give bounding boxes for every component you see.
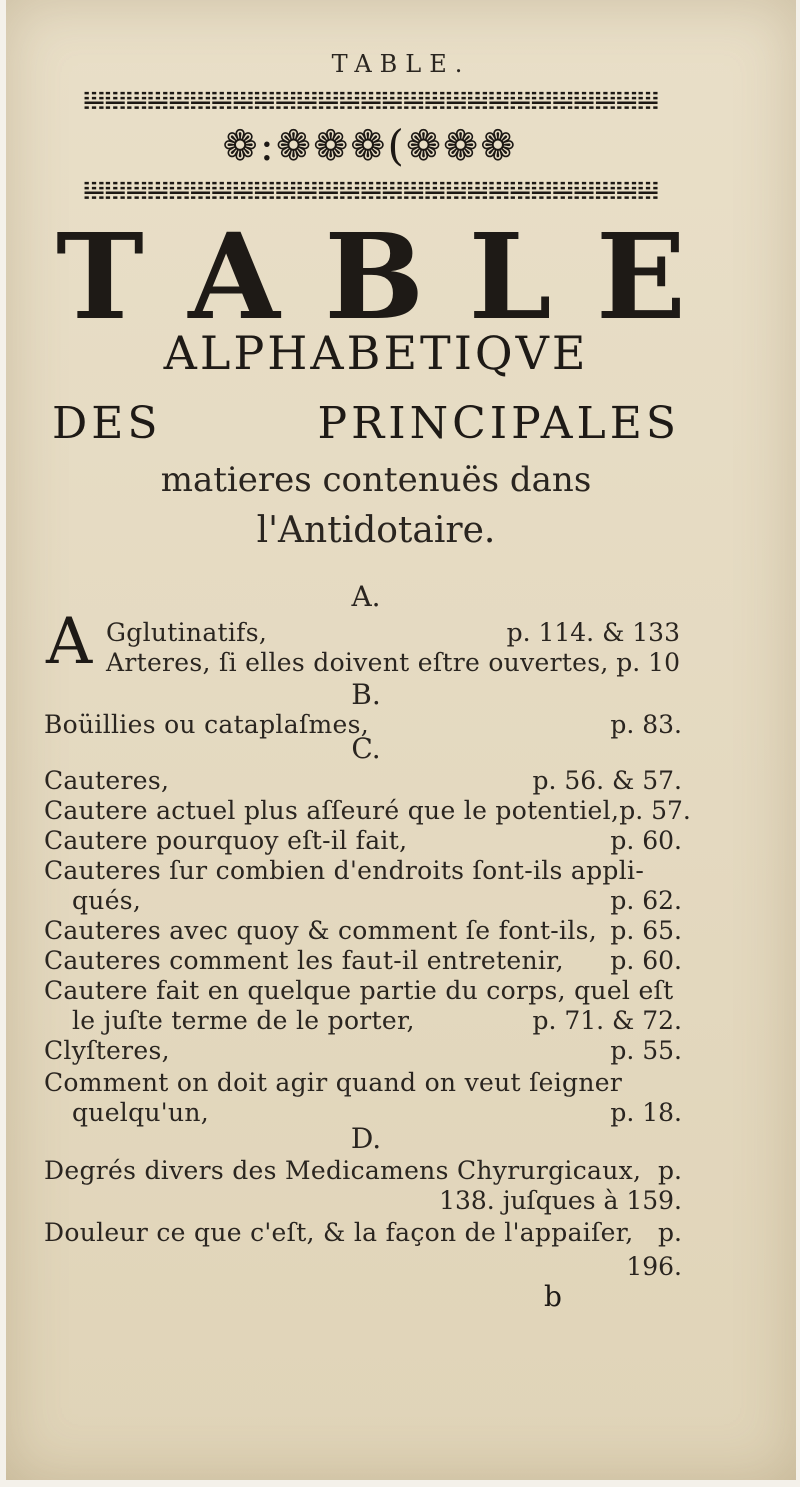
entry-page: p. 60. <box>610 946 682 975</box>
title-letter-e: E <box>596 207 686 346</box>
entry-page: p. 10 <box>616 648 680 677</box>
index-entry <box>44 1218 682 1247</box>
index-entry <box>44 976 682 1005</box>
section-d-heading: D. <box>350 1122 382 1155</box>
entry-page: p. 57. <box>619 796 691 825</box>
entry-text: le juſte terme de le porter, <box>72 1006 415 1035</box>
index-entry <box>106 618 680 647</box>
book-page <box>6 0 796 1480</box>
title-table <box>56 207 686 346</box>
entry-text: Cautere actuel plus aſſeuré que le potentiel, <box>44 796 620 825</box>
entry-text: Cauteres ſur combien d'endroits ſont-ils appli- <box>44 856 645 885</box>
entry-page: p. 65. <box>610 916 682 945</box>
index-entry <box>44 1068 682 1097</box>
entry-text: quelqu'un, <box>72 1098 210 1127</box>
section-c-heading: C. <box>351 732 381 765</box>
entry-text: Comment on doit agir quand on veut ſeigner <box>44 1068 623 1097</box>
index-entry <box>44 1252 682 1281</box>
entry-page: p. 114. & 133 <box>506 618 680 647</box>
title-matieres: matieres contenuës dans <box>160 460 592 500</box>
index-entry <box>44 796 691 825</box>
entry-page: 196. <box>626 1252 682 1281</box>
index-entry <box>106 648 680 677</box>
index-entry <box>44 766 682 795</box>
entry-text: Clyſteres, <box>44 1036 170 1065</box>
entry-text: Cauteres, <box>44 766 170 795</box>
entry-text: Cauteres avec quoy & comment ſe font-ils, <box>44 916 598 945</box>
running-head: TABLE. <box>331 50 471 78</box>
title-letter-l: L <box>468 207 552 346</box>
index-entry <box>44 826 682 855</box>
ornament-band-middle: ❁:❁❁❁(❁❁❁ <box>222 121 518 170</box>
entry-page: p. 55. <box>610 1036 682 1065</box>
ornament-band-bottom: 𝍐𝍐𝍐𝍐𝍐𝍐𝍐𝍐𝍐𝍐𝍐𝍐𝍐𝍐𝍐𝍐𝍐𝍐𝍐𝍐𝍐𝍐𝍐𝍐𝍐𝍐𝍐 <box>82 176 658 206</box>
entry-page: p. 18. <box>610 1098 682 1127</box>
entry-text: Boüillies ou cataplaſmes, <box>44 710 369 739</box>
index-entry <box>72 886 682 915</box>
title-letter-t: T <box>56 207 144 346</box>
title-letter-b: B <box>324 207 425 346</box>
index-entry <box>44 1186 682 1215</box>
entry-page: p. 71. & 72. <box>532 1006 682 1035</box>
entry-page: p. 62. <box>610 886 682 915</box>
entry-text: Cauteres comment les faut-il entretenir, <box>44 946 564 975</box>
entry-page: p. 83. <box>610 710 682 739</box>
index-entry <box>44 916 682 945</box>
entry-text: Cautere fait en quelque partie du corps, quel eſt <box>44 976 674 1005</box>
entry-page: p. <box>658 1218 682 1247</box>
title-letter-a: A <box>188 207 280 346</box>
catchword: b <box>544 1280 562 1313</box>
title-des-principales: DES PRINCIPALES <box>52 398 680 449</box>
entry-page: p. <box>658 1156 682 1185</box>
entry-text: Arteres, ſi elles doivent eſtre ouvertes, <box>106 648 609 677</box>
index-entry <box>44 1036 682 1065</box>
section-a-heading: A. <box>351 580 381 613</box>
entry-text: Degrés divers des Medicamens Chyrurgicaux, <box>44 1156 642 1185</box>
title-alphabetique: ALPHABETIQVE <box>163 326 589 380</box>
index-entry <box>44 946 682 975</box>
ornament-band-top: 𝍐𝍐𝍐𝍐𝍐𝍐𝍐𝍐𝍐𝍐𝍐𝍐𝍐𝍐𝍐𝍐𝍐𝍐𝍐𝍐𝍐𝍐𝍐𝍐𝍐𝍐𝍐 <box>82 86 658 116</box>
entry-page: 138. juſques à 159. <box>439 1186 682 1215</box>
drop-cap: A <box>46 605 93 679</box>
entry-text: Cautere pourquoy eſt-il fait, <box>44 826 408 855</box>
entry-text: Douleur ce que c'eſt, & la façon de l'appaiſer, <box>44 1218 634 1247</box>
index-entry <box>72 1006 682 1035</box>
entry-page: p. 56. & 57. <box>532 766 682 795</box>
index-entry <box>44 1156 682 1185</box>
entry-page: p. 60. <box>610 826 682 855</box>
entry-text: Gglutinatifs, <box>106 618 268 647</box>
entry-text: qués, <box>72 886 142 915</box>
index-entry <box>44 856 682 885</box>
title-antidotaire: l'Antidotaire. <box>256 510 496 551</box>
section-b-heading: B. <box>351 678 381 711</box>
